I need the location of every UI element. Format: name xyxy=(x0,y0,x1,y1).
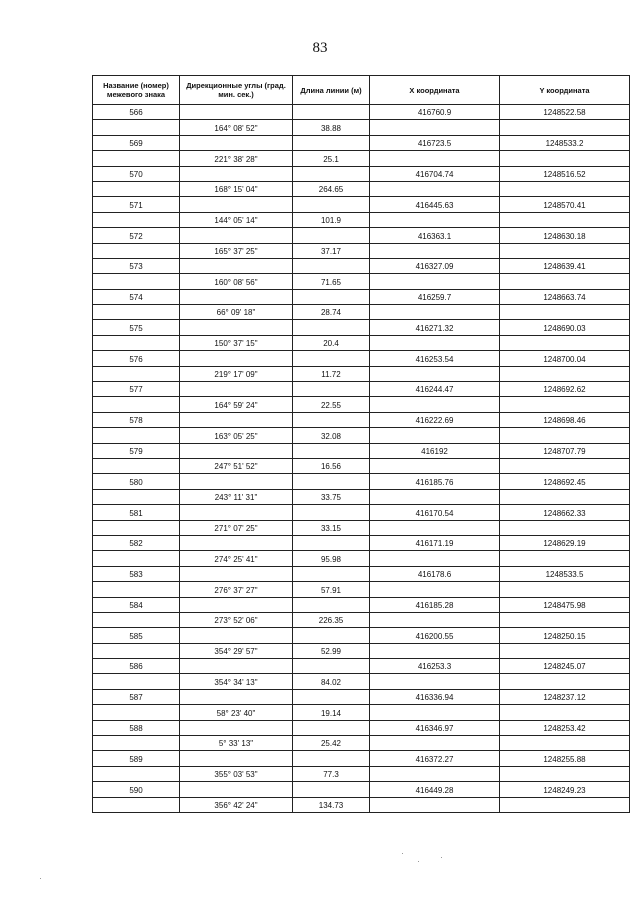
x-coordinate: 416704.74 xyxy=(370,166,500,181)
y-coordinate: 1248245.07 xyxy=(500,659,630,674)
y-coordinate: 1248533.2 xyxy=(500,135,630,150)
empty-length-cell xyxy=(293,443,370,458)
line-length: 71.65 xyxy=(293,274,370,289)
table-row-point xyxy=(93,751,630,766)
point-name: 580 xyxy=(93,474,180,489)
table-row-segment xyxy=(93,120,630,135)
y-coordinate: 1248250.15 xyxy=(500,628,630,643)
empty-y-cell xyxy=(500,736,630,751)
empty-name-cell xyxy=(93,212,180,227)
empty-y-cell xyxy=(500,181,630,196)
empty-angle-cell xyxy=(180,597,293,612)
table-row-point xyxy=(93,351,630,366)
empty-name-cell xyxy=(93,366,180,381)
direction-angle: 160° 08' 56" xyxy=(180,274,293,289)
point-name: 577 xyxy=(93,382,180,397)
direction-angle: 273° 52' 06" xyxy=(180,612,293,627)
x-coordinate: 416253.3 xyxy=(370,659,500,674)
empty-length-cell xyxy=(293,320,370,335)
line-length: 33.75 xyxy=(293,489,370,504)
table-row-point xyxy=(93,474,630,489)
point-name: 585 xyxy=(93,628,180,643)
table-row-segment xyxy=(93,520,630,535)
empty-name-cell xyxy=(93,705,180,720)
empty-length-cell xyxy=(293,659,370,674)
empty-y-cell xyxy=(500,643,630,658)
empty-x-cell xyxy=(370,428,500,443)
line-length: 52.99 xyxy=(293,643,370,658)
empty-length-cell xyxy=(293,258,370,273)
empty-angle-cell xyxy=(180,135,293,150)
x-coordinate: 416327.09 xyxy=(370,258,500,273)
table-row-segment xyxy=(93,705,630,720)
line-length: 20.4 xyxy=(293,335,370,350)
empty-angle-cell xyxy=(180,659,293,674)
empty-y-cell xyxy=(500,766,630,781)
table-row-segment xyxy=(93,582,630,597)
page-number: 83 xyxy=(312,40,328,56)
table-row-point xyxy=(93,443,630,458)
point-name: 569 xyxy=(93,135,180,150)
point-name: 584 xyxy=(93,597,180,612)
scan-speck xyxy=(418,861,419,862)
empty-angle-cell xyxy=(180,166,293,181)
empty-y-cell xyxy=(500,582,630,597)
x-coordinate: 416259.7 xyxy=(370,289,500,304)
point-name: 586 xyxy=(93,659,180,674)
table-row-point xyxy=(93,382,630,397)
empty-x-cell xyxy=(370,458,500,473)
empty-y-cell xyxy=(500,612,630,627)
table-row-point xyxy=(93,689,630,704)
empty-x-cell xyxy=(370,582,500,597)
empty-y-cell xyxy=(500,797,630,812)
direction-angle: 58° 23' 40" xyxy=(180,705,293,720)
direction-angle: 163° 05' 25" xyxy=(180,428,293,443)
table-row-segment xyxy=(93,674,630,689)
empty-y-cell xyxy=(500,674,630,689)
empty-x-cell xyxy=(370,181,500,196)
line-length: 38.88 xyxy=(293,120,370,135)
table-body xyxy=(93,105,630,813)
x-coordinate: 416336.94 xyxy=(370,689,500,704)
empty-x-cell xyxy=(370,766,500,781)
table-row-point xyxy=(93,597,630,612)
empty-length-cell xyxy=(293,166,370,181)
point-name: 587 xyxy=(93,689,180,704)
point-name: 579 xyxy=(93,443,180,458)
y-coordinate: 1248570.41 xyxy=(500,197,630,212)
empty-x-cell xyxy=(370,736,500,751)
empty-name-cell xyxy=(93,797,180,812)
empty-x-cell xyxy=(370,335,500,350)
header-line-length: Длина линии (м) xyxy=(293,76,370,105)
y-coordinate: 1248475.98 xyxy=(500,597,630,612)
table-row-point xyxy=(93,258,630,273)
empty-length-cell xyxy=(293,135,370,150)
point-name: 582 xyxy=(93,535,180,550)
table-row-point xyxy=(93,228,630,243)
empty-length-cell xyxy=(293,105,370,120)
empty-name-cell xyxy=(93,458,180,473)
direction-angle: 66° 09' 18" xyxy=(180,305,293,320)
boundary-coordinates-table xyxy=(92,75,630,813)
empty-angle-cell xyxy=(180,751,293,766)
table-row-point xyxy=(93,628,630,643)
empty-y-cell xyxy=(500,551,630,566)
direction-angle: 5° 33' 13" xyxy=(180,736,293,751)
table-row-segment xyxy=(93,766,630,781)
empty-y-cell xyxy=(500,397,630,412)
direction-angle: 221° 38' 28" xyxy=(180,151,293,166)
empty-name-cell xyxy=(93,181,180,196)
empty-x-cell xyxy=(370,305,500,320)
direction-angle: 144° 05' 14" xyxy=(180,212,293,227)
line-length: 32.08 xyxy=(293,428,370,443)
point-name: 573 xyxy=(93,258,180,273)
x-coordinate: 416244.47 xyxy=(370,382,500,397)
x-coordinate: 416192 xyxy=(370,443,500,458)
empty-angle-cell xyxy=(180,258,293,273)
empty-x-cell xyxy=(370,397,500,412)
line-length: 19.14 xyxy=(293,705,370,720)
y-coordinate: 1248639.41 xyxy=(500,258,630,273)
table-row-segment xyxy=(93,335,630,350)
empty-x-cell xyxy=(370,612,500,627)
table-row-segment xyxy=(93,366,630,381)
scan-speck xyxy=(40,878,41,879)
table-row-segment xyxy=(93,736,630,751)
line-length: 57.91 xyxy=(293,582,370,597)
empty-length-cell xyxy=(293,351,370,366)
line-length: 33.15 xyxy=(293,520,370,535)
y-coordinate: 1248663.74 xyxy=(500,289,630,304)
x-coordinate: 416185.76 xyxy=(370,474,500,489)
empty-x-cell xyxy=(370,274,500,289)
empty-name-cell xyxy=(93,274,180,289)
table-row-point xyxy=(93,166,630,181)
x-coordinate: 416253.54 xyxy=(370,351,500,366)
point-name: 578 xyxy=(93,412,180,427)
line-length: 226.35 xyxy=(293,612,370,627)
empty-y-cell xyxy=(500,274,630,289)
table-row-point xyxy=(93,659,630,674)
empty-angle-cell xyxy=(180,566,293,581)
table-row-segment xyxy=(93,797,630,812)
empty-length-cell xyxy=(293,474,370,489)
point-name: 575 xyxy=(93,320,180,335)
point-name: 588 xyxy=(93,720,180,735)
empty-x-cell xyxy=(370,705,500,720)
line-length: 134.73 xyxy=(293,797,370,812)
empty-x-cell xyxy=(370,243,500,258)
empty-length-cell xyxy=(293,566,370,581)
empty-y-cell xyxy=(500,151,630,166)
empty-length-cell xyxy=(293,751,370,766)
table-row-segment xyxy=(93,151,630,166)
direction-angle: 164° 59' 24" xyxy=(180,397,293,412)
table-row-segment xyxy=(93,212,630,227)
header-y-coordinate: Y координата xyxy=(500,76,630,105)
y-coordinate: 1248692.62 xyxy=(500,382,630,397)
line-length: 25.1 xyxy=(293,151,370,166)
empty-y-cell xyxy=(500,335,630,350)
line-length: 101.9 xyxy=(293,212,370,227)
empty-name-cell xyxy=(93,151,180,166)
empty-angle-cell xyxy=(180,535,293,550)
table-row-segment xyxy=(93,612,630,627)
empty-name-cell xyxy=(93,551,180,566)
table-row-segment xyxy=(93,181,630,196)
y-coordinate: 1248700.04 xyxy=(500,351,630,366)
empty-angle-cell xyxy=(180,289,293,304)
y-coordinate: 1248698.46 xyxy=(500,412,630,427)
header-x-coordinate: X координата xyxy=(370,76,500,105)
direction-angle: 243° 11' 31" xyxy=(180,489,293,504)
direction-angle: 219° 17' 09" xyxy=(180,366,293,381)
empty-y-cell xyxy=(500,458,630,473)
y-coordinate: 1248662.33 xyxy=(500,505,630,520)
y-coordinate: 1248692.45 xyxy=(500,474,630,489)
y-coordinate: 1248253.42 xyxy=(500,720,630,735)
empty-name-cell xyxy=(93,643,180,658)
point-name: 590 xyxy=(93,782,180,797)
direction-angle: 271° 07' 25" xyxy=(180,520,293,535)
empty-angle-cell xyxy=(180,320,293,335)
empty-name-cell xyxy=(93,397,180,412)
empty-angle-cell xyxy=(180,412,293,427)
table-row-point xyxy=(93,105,630,120)
y-coordinate: 1248630.18 xyxy=(500,228,630,243)
empty-length-cell xyxy=(293,197,370,212)
direction-angle: 354° 29' 57" xyxy=(180,643,293,658)
y-coordinate: 1248255.88 xyxy=(500,751,630,766)
empty-x-cell xyxy=(370,151,500,166)
line-length: 264.65 xyxy=(293,181,370,196)
x-coordinate: 416723.5 xyxy=(370,135,500,150)
table-header-row xyxy=(93,76,630,105)
line-length: 77.3 xyxy=(293,766,370,781)
empty-length-cell xyxy=(293,689,370,704)
direction-angle: 354° 34' 13" xyxy=(180,674,293,689)
line-length: 37.17 xyxy=(293,243,370,258)
point-name: 583 xyxy=(93,566,180,581)
empty-name-cell xyxy=(93,766,180,781)
x-coordinate: 416200.55 xyxy=(370,628,500,643)
point-name: 589 xyxy=(93,751,180,766)
y-coordinate: 1248629.19 xyxy=(500,535,630,550)
table-row-point xyxy=(93,535,630,550)
empty-angle-cell xyxy=(180,474,293,489)
table-row-point xyxy=(93,197,630,212)
table-row-segment xyxy=(93,397,630,412)
y-coordinate: 1248249.23 xyxy=(500,782,630,797)
empty-angle-cell xyxy=(180,628,293,643)
scan-speck xyxy=(402,853,403,854)
empty-angle-cell xyxy=(180,382,293,397)
point-name: 581 xyxy=(93,505,180,520)
empty-y-cell xyxy=(500,520,630,535)
empty-x-cell xyxy=(370,366,500,381)
empty-name-cell xyxy=(93,305,180,320)
empty-y-cell xyxy=(500,366,630,381)
x-coordinate: 416171.19 xyxy=(370,535,500,550)
empty-angle-cell xyxy=(180,228,293,243)
table-row-segment xyxy=(93,643,630,658)
point-name: 576 xyxy=(93,351,180,366)
line-length: 84.02 xyxy=(293,674,370,689)
y-coordinate: 1248522.58 xyxy=(500,105,630,120)
empty-y-cell xyxy=(500,243,630,258)
empty-name-cell xyxy=(93,736,180,751)
empty-name-cell xyxy=(93,674,180,689)
table-row-point xyxy=(93,505,630,520)
x-coordinate: 416178.6 xyxy=(370,566,500,581)
empty-name-cell xyxy=(93,243,180,258)
empty-name-cell xyxy=(93,335,180,350)
x-coordinate: 416449.28 xyxy=(370,782,500,797)
point-name: 572 xyxy=(93,228,180,243)
empty-x-cell xyxy=(370,520,500,535)
point-name: 571 xyxy=(93,197,180,212)
empty-y-cell xyxy=(500,489,630,504)
line-length: 95.98 xyxy=(293,551,370,566)
empty-length-cell xyxy=(293,228,370,243)
line-length: 11.72 xyxy=(293,366,370,381)
empty-length-cell xyxy=(293,720,370,735)
x-coordinate: 416445.63 xyxy=(370,197,500,212)
empty-angle-cell xyxy=(180,782,293,797)
table-row-segment xyxy=(93,305,630,320)
table-row-segment xyxy=(93,489,630,504)
line-length: 28.74 xyxy=(293,305,370,320)
empty-name-cell xyxy=(93,520,180,535)
direction-angle: 274° 25' 41" xyxy=(180,551,293,566)
table-row-segment xyxy=(93,243,630,258)
empty-length-cell xyxy=(293,782,370,797)
empty-angle-cell xyxy=(180,197,293,212)
empty-x-cell xyxy=(370,643,500,658)
empty-angle-cell xyxy=(180,720,293,735)
table-row-point xyxy=(93,289,630,304)
header-point-name: Название (номер) межевого знака xyxy=(93,76,180,105)
empty-name-cell xyxy=(93,120,180,135)
direction-angle: 356° 42' 24" xyxy=(180,797,293,812)
table-row-point xyxy=(93,135,630,150)
empty-y-cell xyxy=(500,428,630,443)
table-row-point xyxy=(93,412,630,427)
empty-x-cell xyxy=(370,797,500,812)
empty-y-cell xyxy=(500,705,630,720)
table-row-point xyxy=(93,320,630,335)
header-direction-angle: Дирекционные углы (град. мин. сек.) xyxy=(180,76,293,105)
empty-length-cell xyxy=(293,505,370,520)
direction-angle: 150° 37' 15" xyxy=(180,335,293,350)
y-coordinate: 1248516.52 xyxy=(500,166,630,181)
x-coordinate: 416346.97 xyxy=(370,720,500,735)
y-coordinate: 1248237.12 xyxy=(500,689,630,704)
x-coordinate: 416271.32 xyxy=(370,320,500,335)
empty-x-cell xyxy=(370,674,500,689)
y-coordinate: 1248533.5 xyxy=(500,566,630,581)
table-row-segment xyxy=(93,274,630,289)
empty-x-cell xyxy=(370,489,500,504)
point-name: 566 xyxy=(93,105,180,120)
x-coordinate: 416363.1 xyxy=(370,228,500,243)
empty-x-cell xyxy=(370,551,500,566)
table-row-point xyxy=(93,566,630,581)
empty-y-cell xyxy=(500,212,630,227)
line-length: 22.55 xyxy=(293,397,370,412)
direction-angle: 164° 08' 52" xyxy=(180,120,293,135)
empty-length-cell xyxy=(293,535,370,550)
empty-x-cell xyxy=(370,212,500,227)
empty-angle-cell xyxy=(180,105,293,120)
x-coordinate: 416185.28 xyxy=(370,597,500,612)
y-coordinate: 1248707.79 xyxy=(500,443,630,458)
table-row-segment xyxy=(93,428,630,443)
point-name: 574 xyxy=(93,289,180,304)
empty-x-cell xyxy=(370,120,500,135)
empty-angle-cell xyxy=(180,351,293,366)
y-coordinate: 1248690.03 xyxy=(500,320,630,335)
direction-angle: 247° 51' 52" xyxy=(180,458,293,473)
table-row-segment xyxy=(93,551,630,566)
empty-angle-cell xyxy=(180,689,293,704)
line-length: 16.56 xyxy=(293,458,370,473)
direction-angle: 276° 37' 27" xyxy=(180,582,293,597)
table-row-point xyxy=(93,720,630,735)
direction-angle: 165° 37' 25" xyxy=(180,243,293,258)
empty-length-cell xyxy=(293,382,370,397)
x-coordinate: 416372.27 xyxy=(370,751,500,766)
direction-angle: 168° 15' 04" xyxy=(180,181,293,196)
scan-speck xyxy=(441,857,442,858)
empty-length-cell xyxy=(293,289,370,304)
x-coordinate: 416222.69 xyxy=(370,412,500,427)
empty-y-cell xyxy=(500,120,630,135)
x-coordinate: 416760.9 xyxy=(370,105,500,120)
table-row-segment xyxy=(93,458,630,473)
empty-name-cell xyxy=(93,428,180,443)
empty-name-cell xyxy=(93,582,180,597)
direction-angle: 355° 03' 53" xyxy=(180,766,293,781)
line-length: 25.42 xyxy=(293,736,370,751)
empty-y-cell xyxy=(500,305,630,320)
table-row-point xyxy=(93,782,630,797)
empty-length-cell xyxy=(293,597,370,612)
empty-angle-cell xyxy=(180,443,293,458)
empty-length-cell xyxy=(293,628,370,643)
empty-length-cell xyxy=(293,412,370,427)
empty-angle-cell xyxy=(180,505,293,520)
point-name: 570 xyxy=(93,166,180,181)
x-coordinate: 416170.54 xyxy=(370,505,500,520)
empty-name-cell xyxy=(93,489,180,504)
empty-name-cell xyxy=(93,612,180,627)
